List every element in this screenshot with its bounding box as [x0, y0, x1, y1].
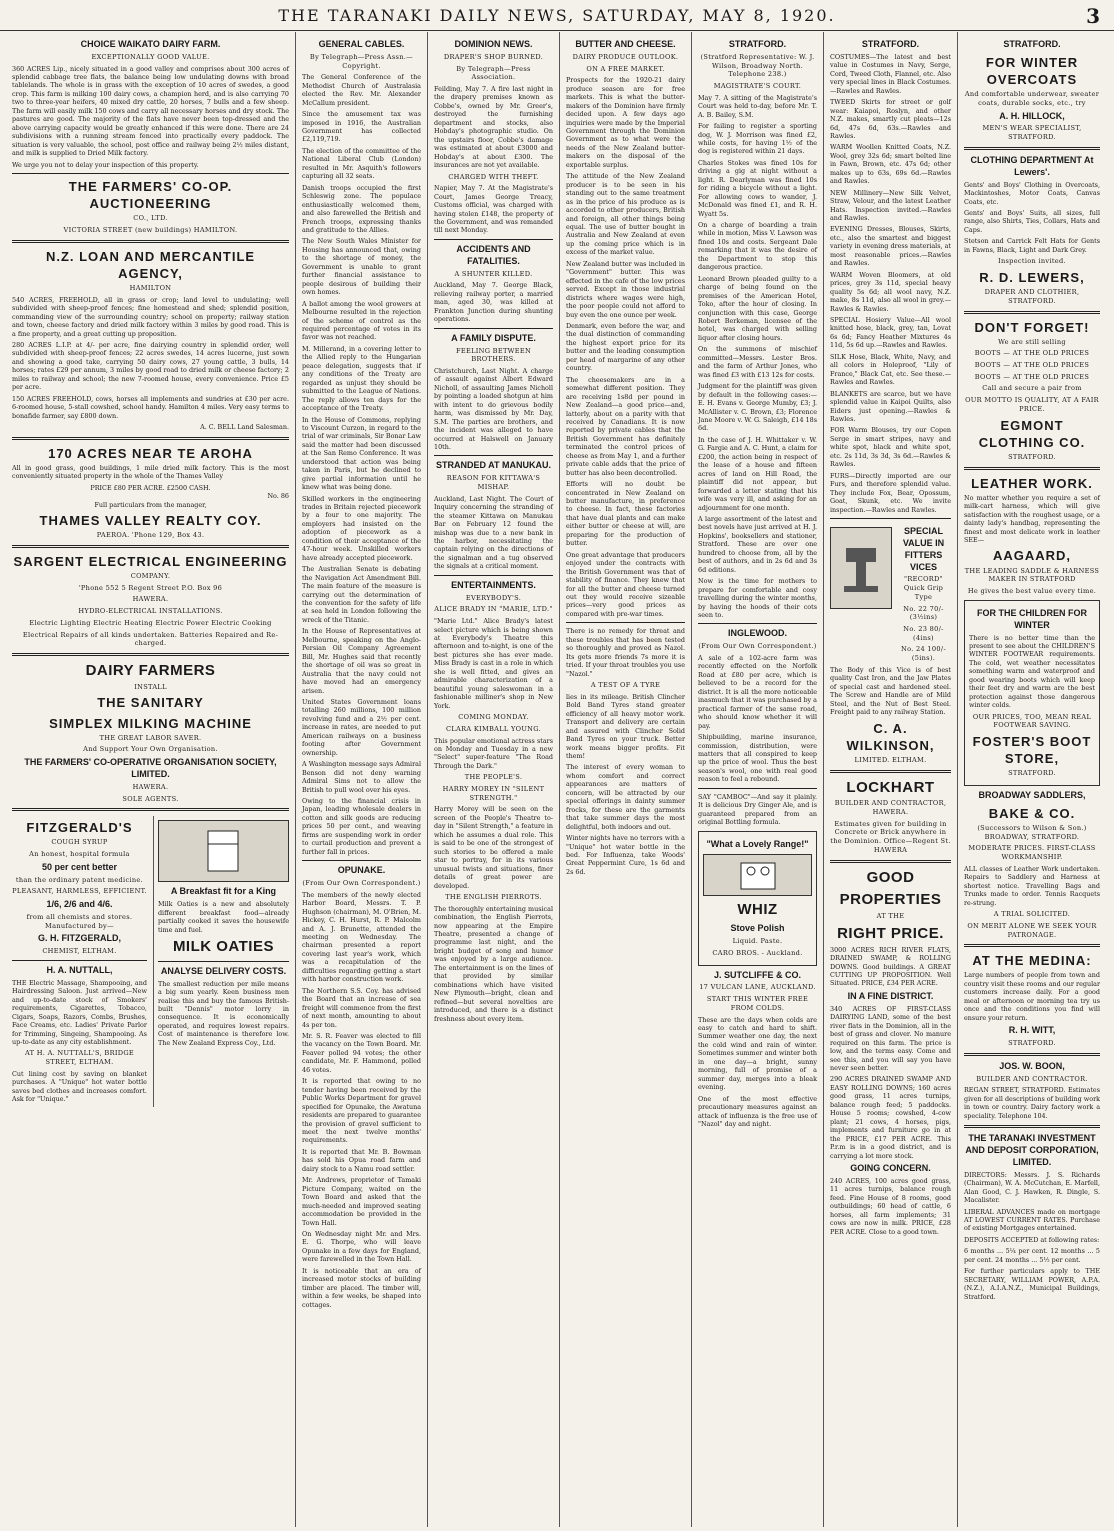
- page-columns: [6, 32, 1106, 1527]
- ad-price: 1/6, 2/6 and 4/6.: [46, 899, 113, 910]
- article-text: United States Government loans totalling 260 millions, 100 million revolving fund and a 2½ per cent. increase in rates, are needed to put American railways on a business footing after Government ownership.: [302, 698, 421, 757]
- column-6: [824, 32, 958, 1527]
- ad-subheading: BUILDER AND CONTRACTOR, HAWERA.: [834, 799, 947, 817]
- ad-heading: LEATHER WORK.: [971, 475, 1093, 491]
- article-text: Shipbuilding, marine insurance, commission, distribution, were matters that all conspired to keep up the price of wool. Thus the best season's wool, one with real good reason to feel a rebound.: [698, 733, 817, 784]
- milk-oaties-illustration: [158, 820, 289, 882]
- ad-heading: 170 ACRES NEAR TE AROHA: [48, 445, 253, 461]
- column-7: [958, 32, 1106, 1527]
- ad-subheading: INSTALL: [134, 682, 167, 691]
- ad-heading: FOSTER'S BOOT STORE,: [972, 733, 1092, 767]
- article-text: In the House of Representatives at Melbourne, speaking on the Anglo-Persian Oil Company Agreement Bill, Mr. Hughes said that recently the shortage of oil was so great in Australia that the navy could not have moved had an emergency arisen.: [302, 627, 421, 695]
- children-footwear-ad: [964, 600, 1100, 786]
- ad-text: BOOTS — AT THE OLD PRICES: [974, 349, 1090, 358]
- article-text: It is reported that owing to no tender having been received by the Public Works Department for gravel specified for Opunake, the Awatuna residents are prepared to guarantee the provision of gravel sufficient to meet the next twelve months' requirements.: [302, 1077, 421, 1145]
- article-dateline: (Stratford Representative: W. J. Wilson, Broadway North. Telephone 238.): [700, 52, 815, 79]
- article-text: Skilled workers in the engineering trades in Britain rejected piecework by a four to one majority. The employers had insisted on the adoption of piecework as a condition of their acceptance of the 47-hour week. Unskilled workers have already accepted piecework.: [302, 494, 421, 562]
- ad-text: Large numbers of people from town and country visit these rooms and our regular customers increase daily. For a good meal or afternoon or morning tea try us once and the conditions you find will ensure your return.: [964, 971, 1100, 1022]
- article-text: Mr. Andrews, proprietor of Tamaki Picture Company, waited on the Town Board and asked that the much-needed and improved seating accommodation be provided in the Town Hall.: [302, 1176, 421, 1227]
- article-text: Prospects for the 1920-21 dairy produce season are for free markets. This is what the butter-makers of the Dominion have firmly decided upon. A few days ago inquiries were made by the Imperial Government through the Dominion Government as to what were the needs of the New Zealand butter-makers on the disposal of the exportable surplus.: [566, 76, 685, 169]
- article-subheading: A SHUNTER KILLED.: [454, 269, 533, 278]
- ad-text: Cut lining cost by saving on blanket purchases. A "Unique" hot water bottle saves bed clothes and increases comfort. Ask for "Unique.": [12, 1069, 147, 1104]
- ad-heading: EGMONT CLOTHING CO.: [978, 417, 1086, 450]
- ad-text: SPECIAL Hosiery Value—All wool knitted hose, black, grey, tan, Lovat 6s 6d; Fancy Heather Mixtures 4s 11d, 5s 6d up.—Rawles and Rawles.: [830, 316, 951, 350]
- ad-address: CARO BROS. - Auckland.: [712, 948, 803, 957]
- ad-text: Gents' and Boys' Clothing in Overcoats, Mackintoshes, Motor Coats, Canvas Coats, etc.: [964, 180, 1100, 206]
- article-text: In the House of Commons, replying to Viscount Curzon, in regard to the trial of war criminals, Sir Bonar Law said the matter had been discussed at the San Remo Conference. It was understood that action was being taken in Paris, but he declined to give partial information until he knew what was being done.: [302, 415, 421, 492]
- ad-heading: AAGAARD,: [992, 548, 1072, 564]
- ad-subheading: THE GREAT LABOR SAVER.: [99, 733, 202, 742]
- article-text: Danish troops occupied the first Schleswig zone. The populace enthusiastically welcomed them, and also farewelled the British and French troops, expressing thanks and gratitude to the Allies.: [302, 183, 421, 234]
- article-dateline: (From Our Own Correspondent.): [302, 879, 421, 888]
- ad-subheading: COMPANY.: [130, 571, 171, 580]
- ad-heading: MILK OATIES: [172, 937, 274, 955]
- article-subheading: EVERYBODY'S.: [465, 593, 522, 602]
- ad-text: ALL classes of Leather Work undertaken. Repairs to Saddlery and Harness at shortest notice. Travelling Bags and Trunks made to order. Tennis Racquets re-strung.: [964, 864, 1100, 907]
- article-text: Mr. S. R. Feaver was elected to fill the vacancy on the Town Board. Mr. Feaver polled 94 votes; the other candidate, Mr. F. Hammond, polled 46 votes.: [302, 1031, 421, 1074]
- ad-text: 240 ACRES, 100 acres good grass, 11 acres turnips, balance rough feed. Fine House of 8 rooms, good outbuildings; 60 head of cattle, 6 horses, all farm implements; 31 cows are now in milk. PRICE, £28 PER ACRE. Close to a good town.: [830, 1176, 951, 1236]
- article-subheading: ON A FREE MARKET.: [586, 64, 665, 73]
- article-text: It is noticeable that an era of increased motor stocks of building timber are placed. The timber will, within a few weeks, be shaped into cottages.: [302, 1266, 421, 1309]
- ad-heading: BAKE & CO.: [988, 805, 1076, 821]
- ad-heading: THE FARMERS' CO-OP. AUCTIONEERING: [68, 179, 233, 212]
- ad-text: BOOTS — AT THE OLD PRICES: [974, 372, 1090, 381]
- ad-heading: ANALYSE DELIVERY COSTS.: [160, 965, 287, 976]
- article-text: It is reported that Mr. B. Bowman has sold his Opua road farm and dairy stock to a Namu road settler.: [302, 1147, 421, 1173]
- ad-text: FURS—Directly imported are our Furs, and therefore splendid value. They include Fox, Bear, Opossum, Goat, Skunk, etc. We invite inspection.—Rawles and Rawles.: [830, 471, 951, 514]
- ad-signature: A. C. BELL Land Salesman.: [200, 423, 289, 432]
- article-text: For failing to register a sporting dog, W. J. Morrison was fined £2, while costs, for having 1½ of the dog is registered within 21 days.: [698, 122, 817, 156]
- ad-subheading: HYDRO-ELECTRICAL INSTALLATIONS.: [78, 607, 223, 616]
- ad-subheading: THE LEADING SADDLE & HARNESS MAKER IN STRATFORD: [964, 566, 1100, 584]
- article-text: On Wednesday night Mr. and Mrs. E. G. Thorpe, who will leave Opunake in a few days for England, were farewelled in the Town Hall.: [302, 1229, 421, 1264]
- ad-text: THE Electric Massage, Shampooing, and Hairdressing Saloon. Just arrived—New and up-to-date stock of Smokers' requirements, Cigarettes, Tobacco, Cigars, Soaps, Razors, Combs, Brushes, Face Creams, etc. Ladies' Private Parlor for Trimming, Singeing, Shampooing. As up-to-date as any city establishment.: [12, 978, 147, 1047]
- ad-text: The smallest reduction per mile means a big sum yearly. Keen business men realise this and buy the famous British-built "Dennis" motor lorry in consequence. It is economically operated, and requires lowest repairs. Cost of maintenance is therefore low. The New Zealand Express Coy., Ltd.: [157, 979, 289, 1047]
- ad-text: than the ordinary patent medicine.: [15, 875, 144, 884]
- article-subheading: A TEST OF A TYRE: [590, 681, 661, 690]
- article-text: Napier, May 7. At the Magistrate's Court, James George Treacy, Customs official, was charged with having stolen £148, the property of the Government, and was remanded till next Monday.: [434, 184, 553, 235]
- article-text: May 7. A sitting of the Magistrate's Court was held to-day, before Mr. T. A. B. Bailey, S.M.: [698, 93, 817, 119]
- article-text: The members of the newly elected Harbor Board, Messrs. T. P. Hughson (chairman), M. O'Brien, M. Hickey, C. H. Hurst, R. P. Malcolm and A. J. Brunette, attended the meeting on Wednesday. The chairman presented a report covering last year's work, which was a recapitulation of the difficulties regarding getting a start with harbor construction work.: [302, 890, 421, 984]
- article-text: Christchurch, Last Night. A charge of assault against Albert Edward Nicholl, of assaulting James Nicholl by pointing a loaded shotgun at him with intent to do grievous bodily harm, was dismissed by Mr. Day, S.M. The parties are brothers, and the incident was alleged to have occurred at Halswell on January 10th.: [434, 366, 553, 452]
- ad-address: CHEMIST, ELTHAM.: [42, 947, 117, 956]
- article-text: SAY "CAMBOC"—And say it plainly. It is delicious Dry Ginger Ale, and is guaranteed prepared from an original Bottling formula.: [698, 792, 817, 827]
- ad-text: Electric Lighting Electric Heating Electric Power Electric Cooking: [29, 618, 272, 627]
- ad-subheading: EXCEPTIONALLY GOOD VALUE.: [91, 52, 210, 61]
- article-text: lies in its mileage. British Clincher Bold Band Tyres stand greater efficiency of all heavy motor work. Transport and delivery are certain and assured with Clincher Solid Band Tyres on your truck. Better work means bigger profits. Fit them!: [566, 692, 685, 760]
- article-subheading: DAIRY PRODUCE OUTLOOK.: [572, 52, 679, 61]
- ad-address: VICTORIA STREET (new buildings) HAMILTON.: [63, 226, 238, 235]
- ad-heading: BROADWAY SADDLERS,: [978, 790, 1086, 800]
- article-text: There is no remedy for threat and these troubles that has been tested so thoroughly and proved as Nazol. Its gets more friends 7s more it is tried. If your throat troubles you use "Nazol.": [566, 627, 685, 678]
- ad-heading: SIMPLEX MILKING MACHINE: [49, 715, 252, 731]
- newspaper-title: THE TARANAKI DAILY NEWS, SATURDAY, MAY 8, 1920.: [278, 6, 836, 25]
- section-heading: STRATFORD.: [1003, 39, 1061, 49]
- ad-heading: THE FARMERS' CO-OPERATIVE ORGANISATION SOCIETY, LIMITED.: [24, 757, 277, 779]
- ad-heading: A Breakfast fit for a King: [170, 886, 277, 897]
- ad-address: AT H. A. NUTTALL'S, BRIDGE STREET, ELTHAM.: [24, 1049, 134, 1067]
- article-text: The thoroughly entertaining musical combination, the English Pierrots, now appearing at the Empire Theatre, presented a change of programme last night, and the bright budget of song and humor was enjoyed by a large audience. The entertainment is on the lines of that provided by similar combinations which have visited New Plymouth—bright, clean and refined—but several novelties are introduced, and there is a distinct freshness about every item.: [434, 904, 553, 1023]
- ad-text: 3000 ACRES RICH RIVER FLATS, DRAINED SWAMP, & ROLLING DOWNS. Good buildings. A GREAT CUTTING UP PROPOSITION. Well Situated. PRICE, £34 PER ACRE.: [830, 945, 951, 988]
- article-dateline: (From Our Own Correspondent.): [698, 642, 817, 651]
- ad-text: WARM Woven Bloomers, at old prices, grey 3s 11d, special heavy quality 5s 6d; all wool navy, N.Z. make, 8s 11d, also all wool in grey.—Rawles & Rawles.: [830, 270, 951, 313]
- ad-subheading: START THIS WINTER FREE FROM COLDS.: [706, 995, 809, 1012]
- masthead: [0, 0, 1114, 31]
- ad-heading: CLOTHING DEPARTMENT At Lewers'.: [970, 154, 1094, 177]
- section-heading: STRATFORD.: [861, 39, 920, 49]
- article-text: The Australian Senate is debating the Navigation Act Amendment Bill. The main feature of the measure is carrying out the determination of the convention for the safety of life at sea held in London following the wreck of the Titanic.: [302, 565, 421, 624]
- article-dateline: By Telegraph—Press Assn.—Copyright.: [309, 52, 414, 70]
- article-text: "Marie Ltd." Alice Brady's latest select picture which is being shown at Everybody's Theatre this afternoon and to-night, is one of the best pictures she has ever made. Miss Brady is cast in a role in which she is well fitted, and gives an admirable characterization of a beautiful young saleswoman in a fashionable milliner's shop in New York.: [434, 617, 553, 710]
- ad-heading: THE SANITARY: [97, 695, 204, 711]
- article-subheading: THE PEOPLE'S.: [464, 773, 523, 782]
- ad-subheading: GOING CONCERN.: [850, 1162, 931, 1173]
- ad-text: Stetson and Carrick Felt Hats for Gents in Fawns, Black, Light and Dark Grey.: [964, 237, 1100, 254]
- ad-subheading: IN A FINE DISTRICT.: [847, 990, 934, 1001]
- article-subheading: COMING MONDAY.: [458, 713, 529, 722]
- page-number: 3: [1086, 4, 1100, 28]
- article-text: A sale of a 102-acre farm was recently effected on the Norfolk Road at £80 per acre, which is believed to be a record for the district. It is all the more noticeable inasmuch that it was purchased by a practical farmer of the same road, who should know whether it will pay.: [698, 654, 817, 730]
- article-heading: STRATFORD.: [728, 39, 787, 49]
- ad-heading: SARGENT ELECTRICAL ENGINEERING: [13, 553, 288, 569]
- ad-text: Inspection invited.: [998, 257, 1066, 266]
- ad-heading: C. A. WILKINSON,: [846, 720, 935, 753]
- ad-heading: DAIRY FARMERS: [85, 661, 216, 679]
- ad-text: 340 ACRES OF FIRST-CLASS DAIRYING LAND, some of the best river flats in the Dominion, all in the best of grass and clover. No manure required on this farm. The price is low, and the terms easy. Come and see this, and you will say you have never seen better.: [830, 1004, 951, 1072]
- ad-number: No. 86: [267, 492, 289, 501]
- ad-subheading: CO., LTD.: [133, 214, 168, 223]
- vice-icon: [836, 538, 886, 598]
- article-text: The Northern S.S. Coy. has advised the Board that an increase of sea freight will commence from the first of next month, amounting to about 4s per ton.: [302, 986, 421, 1029]
- article-heading: BUTTER AND CHEESE.: [575, 39, 676, 49]
- ad-heading: "What a Lovely Range!": [706, 838, 809, 849]
- article-text: Charles Stokes was fined 10s for driving a gig at night without a light. R. Dearlyman was fined 10s for riding a bicycle without a light. For allowing cows to wander, J. McDonald was fined £1, and R. H. Wyatt 5s.: [698, 158, 817, 218]
- ad-text: Call and secure a pair from: [982, 384, 1082, 393]
- ad-text: Gents' and Boys' Suits, all sizes, full range, also Shirts, Ties, Collars, Hats and Caps.: [964, 208, 1100, 234]
- ad-heading: SPECIAL VALUE IN FITTERS VICES: [902, 525, 945, 572]
- article-text: The election of the committee of the National Liberal Club (London) resulted in Mr. Asquith's followers capturing all 32 seats.: [302, 146, 421, 181]
- ad-heading: PROPERTIES: [839, 891, 942, 909]
- ad-heading: FITZGERALD'S: [26, 820, 133, 836]
- ad-heading: R. H. WITT,: [1008, 1025, 1056, 1036]
- ad-text: PLEASANT, HARMLESS, EFFICIENT.: [12, 887, 147, 896]
- article-subheading: THE ENGLISH PIERROTS.: [445, 892, 542, 901]
- column-1: [6, 32, 296, 1527]
- article-text: Since the amusement tax was imposed in 1916, the Australian Government has collected £2,119,719.: [302, 110, 421, 144]
- ad-text: No matter whether you require a set of milk-cart harness, which will give satisfaction with the roughest usage, or a dainty lady's handbag, representing the finest and most delicate work in leather SEE—: [964, 493, 1100, 545]
- article-heading: DOMINION NEWS.: [454, 39, 533, 49]
- ad-text: One of the most effective precautionary measures against an attack of influenza is the free use of "Nazol" day and night.: [698, 1094, 817, 1128]
- article-text: M. Millerand, in a covering letter to the Allied reply to the Hungarian peace delegation, suggests that if any conditions of the Treaty are regarded as unjust they should be submitted to the League of Nations. The reply allows ten days for the acceptance of the Treaty.: [302, 344, 421, 413]
- ad-subheading: SOLE AGENTS.: [122, 794, 179, 803]
- ad-heading: R. D. LEWERS,: [979, 269, 1085, 285]
- column-3: [428, 32, 560, 1527]
- article-text: Efforts will no doubt be concentrated in New Zealand on butter manufacture, in preference to cheese. In fact, these factories that have dual plants and can make either butter or cheese at will, are preparing for the production of butter.: [566, 480, 685, 548]
- article-subheading: CLARA KIMBALL YOUNG.: [446, 724, 541, 733]
- ad-text: There is no better time than the present to see about the CHILDREN'S WINTER FOOTWEAR requirements. The cold, wet weather necessitates something warm and waterproof and good wearing boots which will keep their feet dry and warm are the best protection against those dangerous winter colds.: [969, 633, 1095, 710]
- article-text: On the summons of mischief committed—Messrs. Lester Bros. and the farm of Arthur Jones, who was fined £3 with £13 12s for costs.: [698, 345, 817, 379]
- ad-text: These are the days when colds are easy to catch and hard to shift. Summer weather one day, the next the cold wind and rain of winter. Sometimes summer and winter both in one day—a bright, sunny morning, full of promise of a summer day, merges into a bleak evening.: [698, 1015, 817, 1092]
- article-text: This popular emotional actress stars on Monday and Tuesday in a new "Select" super-feature "The Road Through the Dark.": [434, 736, 553, 770]
- ad-address: 'Phone 552 5 Regent Street P.O. Box 96: [78, 583, 223, 592]
- article-text: Harry Morey will be seen on the screen of the People's Theatre to-day in "Silent Strength," a feature in which he assumes a dual role. This is said to be one of the strongest of such stories to be offered a male star to portray, for in its various unusual twists and situations, finer details of great power are developed.: [434, 805, 553, 890]
- ad-text: Liquid. Paste.: [732, 937, 783, 946]
- article-text: The New South Wales Minister for Housing has announced that, owing to the shortage of money, the Government is unable to grant further financial assistance to people desirous of building their own homes.: [302, 237, 421, 297]
- article-text: A ballot among the wool growers at Melbourne resulted in the rejection of the scheme of control as the required percentage of votes in its favor was not reached.: [302, 299, 421, 342]
- ad-text: BLANKETS are scarce, but we have splendid value in Kaipoi Quilts, also Eiders just opening.—Rawles & Rawles.: [830, 389, 951, 423]
- article-text: The General Conference of the Methodist Church of Australasia elected the Rev. Mr. Alexander McCallum president.: [302, 73, 421, 107]
- ad-heading: RIGHT PRICE.: [837, 924, 944, 942]
- ad-subheading: "RECORD" Quick Grip Type: [903, 575, 944, 601]
- ad-text: 280 ACRES L.I.P. at 4/- per acre, fine dairying country in splendid order, well subdivided with sheep-proof fences; 22 acres swedes, 14 acres lucerne, just sown and showing a good take, carrying 50 dairy cows, 27 young cattle, 3 bulls, 14 horses; rates £29 per annum, 3 miles by good road to dried milk or cheese factory; 2 miles to railway and school; the new 7-roomed house, every convenience. Price £5 per acre.: [12, 341, 289, 392]
- article-heading: INGLEWOOD.: [728, 628, 787, 639]
- ad-text: Full particulars from the manager,: [94, 500, 207, 509]
- article-subheading: REASON FOR KITTAWA'S MISHAP.: [446, 474, 541, 492]
- article-heading: ACCIDENTS AND FATALITIES.: [456, 243, 531, 266]
- article-heading: A FAMILY DISPUTE.: [451, 332, 536, 343]
- ad-subheading: MODERATE PRICES. FIRST-CLASS WORKMANSHIP.: [968, 844, 1096, 862]
- vice-illustration: [830, 527, 892, 609]
- ad-subheading: AT THE: [876, 912, 905, 921]
- ad-text: TWEED Skirts for street or golf wear: Kaiapoi, Roslyn, and other N.Z. makes, smartly cut pleats—12s 6d, 47s 6d, 63s.—Rawles and Rawles.: [830, 98, 951, 140]
- stove-icon: [733, 857, 783, 893]
- article-heading: STRANDED AT MANUKAU.: [436, 460, 551, 471]
- ad-text: An honest, hospital formula: [29, 850, 130, 859]
- ad-heading: FOR THE CHILDREN FOR WINTER: [977, 607, 1087, 630]
- article-text: The interest of every woman to whom comfort and correct appearances are matters of concern, will be attracted by our special offerings in dainty summer frocks, for these are the garments that take summer days the most delightful, both indoors and out.: [566, 763, 685, 831]
- ad-text: ON MERIT ALONE WE SEEK YOUR PATRONAGE.: [967, 921, 1097, 939]
- ad-text: FOR Warm Blouses, try our Copen Serge in smart stripes, navy and white spot, black and white spot, etc. 2s 11d, 3s 3d, 3s 6d.—Rawles & Rawles.: [830, 426, 951, 469]
- ad-text: All in good grass, good buildings, 1 mile dried milk factory. This is the most conveniently situated property in the whole of the Thames Valley: [12, 463, 289, 481]
- ad-heading: H. A. NUTTALL,: [46, 964, 113, 975]
- ad-heading: GOOD: [866, 868, 915, 886]
- ad-text: OUR MOTTO IS QUALITY, AT A FAIR PRICE.: [965, 396, 1099, 413]
- ad-text: BOOTS — AT THE OLD PRICES: [974, 361, 1090, 370]
- ad-subheading: HAMILTON: [129, 284, 172, 293]
- ad-text: LIBERAL ADVANCES made on mortgage AT LOWEST CURRENT RATES. Purchase of existing Mortgages entertained.: [964, 1207, 1100, 1233]
- article-text: Owing to the financial crisis in Japan, leading wholesale dealers in cotton and silk goods are reducing prices 50 per cent., and weaving firms are suspending work in order to curtail production and prevent a further fall in prices.: [302, 796, 421, 856]
- whiz-polish-ad: [698, 831, 817, 966]
- ad-address: LIMITED. ELTHAM.: [854, 755, 927, 764]
- article-text: The cheesemakers are in a somewhat different position. They are receiving 1s8d per pound in New Zealand—a good price—and, latterly, about on a parity with that received by Canadians. It is now reported by private cables that the British Government has definitely terminated the control prices of cheese as from May 1, and a further private cable adds that the price of butter has also been decontrolled.: [566, 375, 685, 477]
- article-heading: ENTERTAINMENTS.: [451, 579, 536, 590]
- article-text: One great advantage that producers enjoyed under the contracts with the British Government was that of stability of finance. They knew that for all the butter and cheese turned out they would receive sizeable prices—very good prices as compared with pre-war times.: [566, 550, 685, 618]
- ad-heading: DON'T FORGET!: [974, 319, 1090, 335]
- article-text: A large assortment of the latest and best novels have just arrived at H. J. Hopkins', booksellers and stationer, Stratford. These are over one hundred to choose from, all by the best of authors, and in 2s 6d and 3s 6d editions.: [698, 514, 817, 574]
- ad-text: Electrical Repairs of all kinds undertaken. Batteries Repaired and Re-charged.: [22, 630, 279, 648]
- article-text: In the case of J. H. Whittaker v. W. G. Fargie and A. C. Hunt, a claim for £200, the action being in respect of the lease of a house and fifteen acres of land on Hill Road, the plaintiff did not appear, but forwarded a letter stating that his wife was very ill, and asking for an adjournment for one month.: [698, 435, 817, 512]
- ad-text: DIRECTORS: Messrs. J. S. Richards (Chairman), W. A. McCutchan, E. Marfell, Alan Good, C. J. Hawken, R. Dingle, S. Macalister.: [964, 1170, 1100, 1205]
- article-subheading: ALICE BRADY IN "MARIE, LTD.": [434, 605, 553, 614]
- ad-price: No. 24 100/- (5ins).: [901, 645, 946, 663]
- article-dateline: By Telegraph—Press Association.: [456, 64, 531, 82]
- ad-heading: N.Z. LOAN AND MERCANTILE AGENCY,: [45, 248, 256, 281]
- ad-text: Estimates given for building in Concrete or Brick anywhere in the Dominion. Office—Regent St. HAWERA: [830, 819, 951, 854]
- article-text: New Zealand butter was included in "Government" butter. This was effected in the cafe of the low prices served. Except in those industrial districts where wages were high, the poor people could not afford to buy even the one ounce per week.: [566, 259, 685, 319]
- ad-text: COSTUMES—The latest and best value in Costumes in Navy, Serge, Cord, Tweed Cloth, Flannel, etc. Also very special lines in Black Costumes.—Rawles and Rawles.: [830, 52, 951, 95]
- ad-address: STRATFORD.: [1008, 452, 1056, 461]
- article-text: Winter nights have no terrors with a "Unique" hot water bottle in the bed. For Influenza, take Woods' Great Peppermint Cure, 1s 6d and 2s 6d.: [566, 834, 685, 876]
- ad-heading: J. SUTCLIFFE & CO.: [713, 969, 801, 980]
- ad-text: from all chemists and stores. Manufactured by—: [26, 913, 133, 930]
- ad-address: (Successors to Wilson & Son.) BROADWAY, STRATFORD.: [977, 824, 1087, 841]
- ad-address: MEN'S WEAR SPECIALIST, STRATFORD.: [982, 124, 1082, 142]
- ad-text: DEPOSITS ACCEPTED at following rates:: [964, 1235, 1100, 1244]
- ad-heading: THE TARANAKI INVESTMENT AND DEPOSIT CORPORATION, LIMITED.: [965, 1133, 1099, 1167]
- article-text: Denmark, even before the war, and the dual distinction of commanding the highest export price for its butter and the leading consumption per head of margarine of any other country.: [566, 321, 685, 373]
- ad-text: EVENING Dresses, Blouses, Skirts, etc., also the smartest and biggest variety in evening dress materials, at most reasonable prices.—Rawles and Rawles.: [830, 225, 951, 268]
- article-heading: GENERAL CABLES.: [318, 39, 405, 49]
- article-heading: OPUNAKE.: [337, 865, 386, 876]
- ad-heading: AT THE MEDINA:: [972, 953, 1092, 969]
- article-text: A Washington message says Admiral Benson did not deny warning Admiral Sims not to allow the British to pull wool over his eyes.: [302, 760, 421, 794]
- ad-heading: WHIZ: [737, 901, 778, 919]
- ad-heading: CHOICE WAIKATO DAIRY FARM.: [80, 39, 221, 49]
- article-text: Now is the time for mothers to prepare for comfortable and cosy travelling during the winter months, by having the hoods of their cots seen to.: [698, 577, 817, 619]
- ad-address: 17 VULCAN LANE, AUCKLAND.: [699, 983, 816, 992]
- article-text: Leonard Brown pleaded guilty to a charge of being found on the premises of the American Hotel, Toko, after the hour of closing. In conjunction with this case, George Robert Berkeman, licensee of the hotel, was charged with selling liquor after closing hours.: [698, 274, 817, 342]
- ad-heading: THAMES VALLEY REALTY COY.: [39, 512, 262, 528]
- ad-text: 360 ACRES Lip., nicely situated in a good valley and comprises about 300 acres of splendid cabbage tree flats, the balance being low undulating downs with broad tablelands. The whole is in grass with the exception of 10 acres of swedes, a good crop. This farm is milking 100 dairy cows, a champion herd, and is also carrying 70 two to three-year heifers, 40 mixed dry cattle, 20 horses, 7 bulls and a few sheep. The farm will easily milk 150 cows and carry all necessary horses and dry stock. The pastures are good. The majority of the flats have never been top-dressed and the above carrying capacity would be greatly enhanced if this were done. There are 24 subdivisions with a running stream fenced into practically every paddock. The situation is very valuable, the school, post office and railway being 2½ miles distant, and milk is supplied to Dried Milk factory.: [12, 64, 289, 158]
- ad-text: 150 ACRES FREEHOLD, cows, horses all implements and sundries at £30 per acre. 6-roomed house, 5-stall cowshed, school handy. Hamilton 4 miles. Very easy terms to bonafide farmer, say £800 down.: [12, 394, 289, 420]
- column-5: [692, 32, 824, 1527]
- stove-illustration: [703, 854, 812, 896]
- ad-text: SILK Hose, Black, White, Navy, and all colors in Holeproof, "Lily of France," Black Cat, etc. See these.—Rawles and Rawles.: [830, 352, 951, 387]
- ad-text: Milk Oaties is a new and absolutely different breakfast food—already partially cooked it saves the housewife time and fuel.: [157, 900, 289, 934]
- ad-heading: FOR WINTER OVERCOATS: [985, 54, 1079, 88]
- article-subheading: HARRY MOREY IN "SILENT STRENGTH.": [442, 785, 545, 802]
- ad-subheading: HAWERA.: [132, 595, 169, 604]
- ad-heading: Stove Polish: [730, 923, 785, 934]
- ad-heading: G. H. FITZGERALD,: [37, 933, 121, 944]
- article-text: The attitude of the New Zealand producer is to be seen in his standing out to the same treatment as in the price of his produce as is accorded to other producers, British and foreign, all other things being equal. The use of butter bought in Australia and New Zealand at even up the coming price which is in excess of the market value.: [566, 172, 685, 257]
- ad-text: NEW Millinery—New Silk Velvet, Straw, Velour, and the latest Leather Hats. Inspection invited.—Rawles and Rawles.: [830, 188, 951, 223]
- ad-text: We urge you not to delay your inspection of this property.: [12, 160, 199, 169]
- article-subheading: MAGISTRATE'S COURT.: [713, 81, 802, 90]
- ad-text: WARM Woollen Knitted Coats, N.Z. Wool, grey 32s 6d; smart belted line in Fawn, Brown, etc. 47s 6d; other makes up to 63s, 69s 6d.—Rawles and Rawles.: [830, 143, 951, 186]
- ad-address: STRATFORD.: [1008, 769, 1056, 778]
- column-4: [560, 32, 692, 1527]
- ad-price: PRICE £80 PER ACRE. £2500 CASH.: [90, 483, 211, 492]
- article-text: Auckland, May 7. George Black, relieving railway porter, a married man, aged 30, was killed at Frankton Junction during shunting operations.: [434, 281, 553, 324]
- ad-text: REGAN STREET, STRATFORD. Estimates given for all descriptions of building work in town or country. Dairy factory work a speciality. Telephone 104.: [964, 1086, 1100, 1120]
- ad-subheading: And Support Your Own Organisation.: [83, 745, 218, 754]
- ad-heading: 50 per cent better: [41, 861, 117, 872]
- ad-subheading: COUGH SYRUP: [51, 838, 108, 847]
- article-text: Feilding, May 7. A fire last night in the drapery premises known as Cobbe's, owned by Mr. Greer's, destroyed the furnishing department and stocks, also Hobday's photographic studio. On the upstairs floor, Cobbe's damage was estimated at about £3000 and Hobday's at about £300. The insurances are not yet available.: [434, 84, 553, 170]
- cereal-box-icon: [193, 826, 253, 876]
- article-text: Judgment for the plaintiff was given by default in the following cases:—E. H. Evans v. George Mumby, £3; J. McAllister v. C. Brown, £3; Florence Jane Moore v. W. G. Saleigh, £14 18s 6d.: [698, 382, 817, 433]
- ad-subheading: OUR PRICES, TOO, MEAN REAL FOOTWEAR SAVING.: [972, 712, 1092, 730]
- ad-text: 290 ACRES DRAINED SWAMP AND EASY ROLLING DOWNS; 160 acres good grass, 11 acres turnips, balance rough feed; 5 paddocks. House 5 rooms; cowshed, 4-cow plant; 21 cows, 4 horses, pigs, implements and furniture go in at the PRICE, £17 PER ACRE. This P.r.m is in a good district, and is carrying a lot more stock.: [830, 1075, 951, 1160]
- article-subheading: DRAPER'S SHOP BURNED.: [443, 52, 544, 61]
- ad-heading: A. H. HILLOCK,: [999, 110, 1065, 121]
- article-text: Auckland, Last Night. The Court of Inquiry concerning the stranding of the steamer Kittawa on Manukau Bar on February 12 found the mishap was due to a new bank in the harbor, necessitating the captain relying on the directions of the signalman and a tug observed the signals at a critical moment.: [434, 494, 553, 571]
- ad-text: We are still selling: [998, 337, 1066, 346]
- ad-text: 6 months ... 5¼ per cent. 12 months ... 5 per cent. 24 months ... 5½ per cent.: [964, 1247, 1100, 1264]
- ad-price: No. 22 70/- (3½ins): [903, 604, 944, 622]
- ad-text: He gives the best value every time.: [967, 587, 1097, 596]
- ad-address: STRATFORD.: [1008, 1038, 1056, 1047]
- ad-address: PAEROA. 'Phone 129, Box 43.: [96, 531, 205, 540]
- article-subheading: FEELING BETWEEN BROTHERS.: [455, 346, 532, 364]
- ad-text: The Body of this Vice is of best quality Cast Iron, and the Jaw Plates of special cast and hardened steel. The Screw and Handle are of Mild Steel, and the Nut of Best Steel. Freight paid to any railway Station.: [830, 665, 951, 717]
- ad-subheading: HAWERA.: [132, 782, 169, 791]
- ad-price: No. 23 80/- (4ins): [903, 625, 944, 642]
- ad-text: And comfortable underwear, sweater coats, durable socks, etc., try: [964, 90, 1100, 107]
- ad-text: 540 ACRES, FREEHOLD, all in grass or crop; land level to undulating; well subdivided with sheep-proof fences; fine homestead and shed; splendid position, commanding view of the surrounding country; school on property; railway station and town, cheese factory and dried milk factory within 3 miles by good road. This is a fine property, and a great cutting up proposition.: [12, 295, 289, 338]
- ad-address: DRAPER AND CLOTHIER, STRATFORD.: [984, 288, 1080, 305]
- column-2: [296, 32, 428, 1527]
- ad-text: For further particulars apply to THE SECRETARY, WILLIAM POWER, A.P.A. (N.Z.), A.I.A.N.Z., Municipal Buildings, Stratford.: [964, 1267, 1100, 1301]
- ad-heading: JOS. W. BOON,: [999, 1060, 1065, 1071]
- article-subheading: CHARGED WITH THEFT.: [448, 172, 539, 181]
- article-text: On a charge of boarding a train while in motion, Miss V. Lawson was fined 10s and costs. Sergeant Dale remarking that it was the desire of the Department to stop this dangerous practice.: [698, 221, 817, 272]
- ad-text: A TRIAL SOLICITED.: [993, 910, 1071, 919]
- ad-heading: LOCKHART: [846, 778, 935, 796]
- ad-subheading: BUILDER AND CONTRACTOR.: [976, 1074, 1088, 1083]
